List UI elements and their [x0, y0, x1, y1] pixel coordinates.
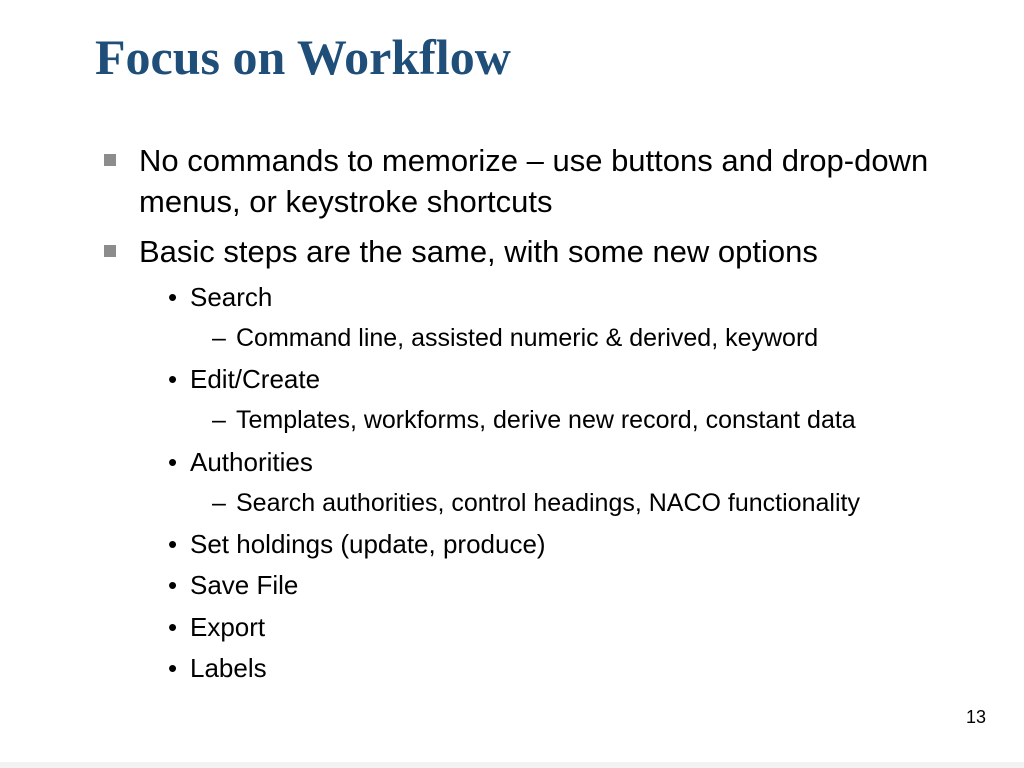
page-number: 13	[965, 707, 986, 727]
sub-sub-bullet-text: Search authorities, control headings, NACO functionality	[236, 489, 860, 517]
sub-bullet-text: Save File	[190, 570, 299, 600]
bullet-text: No commands to memorize – use buttons and drop-down menus, or keystroke shortcuts	[139, 143, 929, 219]
square-bullet-icon	[104, 154, 116, 166]
sub-sub-bullet-text: Command line, assisted numeric & derived, keyword	[236, 324, 819, 352]
dot-bullet-icon: •	[168, 570, 178, 600]
sub-bullet-text: Set holdings (update, produce)	[190, 529, 546, 559]
dot-bullet-icon: •	[168, 612, 178, 642]
dash-bullet-icon: –	[212, 324, 226, 352]
dash-bullet-icon: –	[212, 406, 226, 434]
dot-bullet-icon: •	[168, 282, 178, 312]
sub-bullet-text: Edit/Create	[190, 364, 321, 394]
bullet-item	[104, 231, 1004, 272]
sub-sub-bullet-text: Templates, workforms, derive new record, constant data	[236, 406, 856, 434]
dot-bullet-icon: •	[168, 653, 178, 683]
square-bullet-icon	[104, 245, 116, 257]
dot-bullet-icon: •	[168, 529, 178, 559]
sub-bullet-text: Export	[190, 612, 266, 642]
footer-divider	[0, 762, 1024, 768]
bullet-item	[104, 140, 1004, 222]
slide-title: Focus on Workflow	[95, 29, 511, 85]
dash-bullet-icon: –	[212, 489, 226, 517]
sub-bullet-text: Labels	[190, 653, 267, 683]
sub-bullet-text: Authorities	[190, 447, 313, 477]
dot-bullet-icon: •	[168, 364, 178, 394]
sub-bullet-text: Search	[190, 282, 273, 312]
dot-bullet-icon: •	[168, 447, 178, 477]
bullet-text: Basic steps are the same, with some new options	[139, 234, 818, 269]
